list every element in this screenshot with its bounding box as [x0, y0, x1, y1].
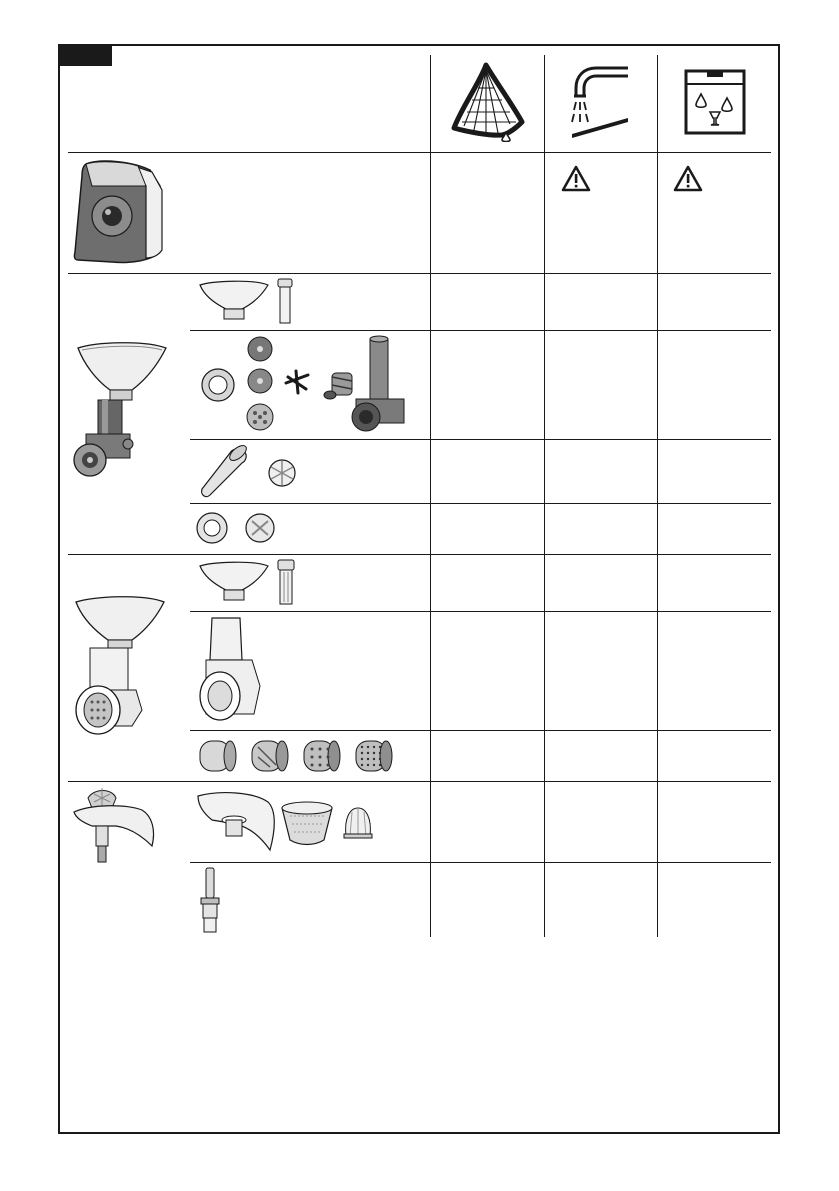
slicer-housing-illustration	[196, 614, 268, 726]
slicer-hopper-pusher-illustration	[196, 558, 306, 608]
warning-icon	[561, 165, 591, 192]
column-divider	[430, 55, 431, 937]
column-divider	[544, 55, 545, 937]
citrus-press-parts-illustration	[196, 788, 376, 856]
row-divider	[190, 439, 771, 440]
row-divider	[68, 273, 771, 274]
column-divider	[657, 55, 658, 937]
mincer-hopper-pusher-illustration	[196, 277, 306, 327]
motor-base-illustration	[72, 156, 168, 268]
mincer-assembly-illustration	[72, 338, 172, 488]
mincer-sausage-attachment-illustration	[196, 443, 306, 499]
cleaning-cloth-icon	[450, 62, 526, 142]
running-water-icon	[566, 62, 636, 142]
citrus-press-shaft-illustration	[196, 866, 224, 934]
row-divider	[68, 554, 771, 555]
citrus-press-assembly-illustration	[72, 786, 158, 866]
slicer-assembly-illustration	[72, 594, 168, 742]
row-divider	[190, 611, 771, 612]
row-divider	[190, 503, 771, 504]
mincer-kebbe-attachment-illustration	[196, 507, 286, 549]
row-divider	[190, 730, 771, 731]
dishwasher-icon	[683, 68, 747, 136]
row-divider	[190, 330, 771, 331]
mincer-discs-blade-screw-housing-illustration	[196, 333, 416, 437]
row-divider	[190, 862, 771, 863]
row-divider	[68, 781, 771, 782]
row-divider	[68, 152, 771, 153]
slicer-drums-illustration	[196, 733, 396, 779]
warning-icon	[673, 165, 703, 192]
section-tab	[58, 44, 112, 66]
